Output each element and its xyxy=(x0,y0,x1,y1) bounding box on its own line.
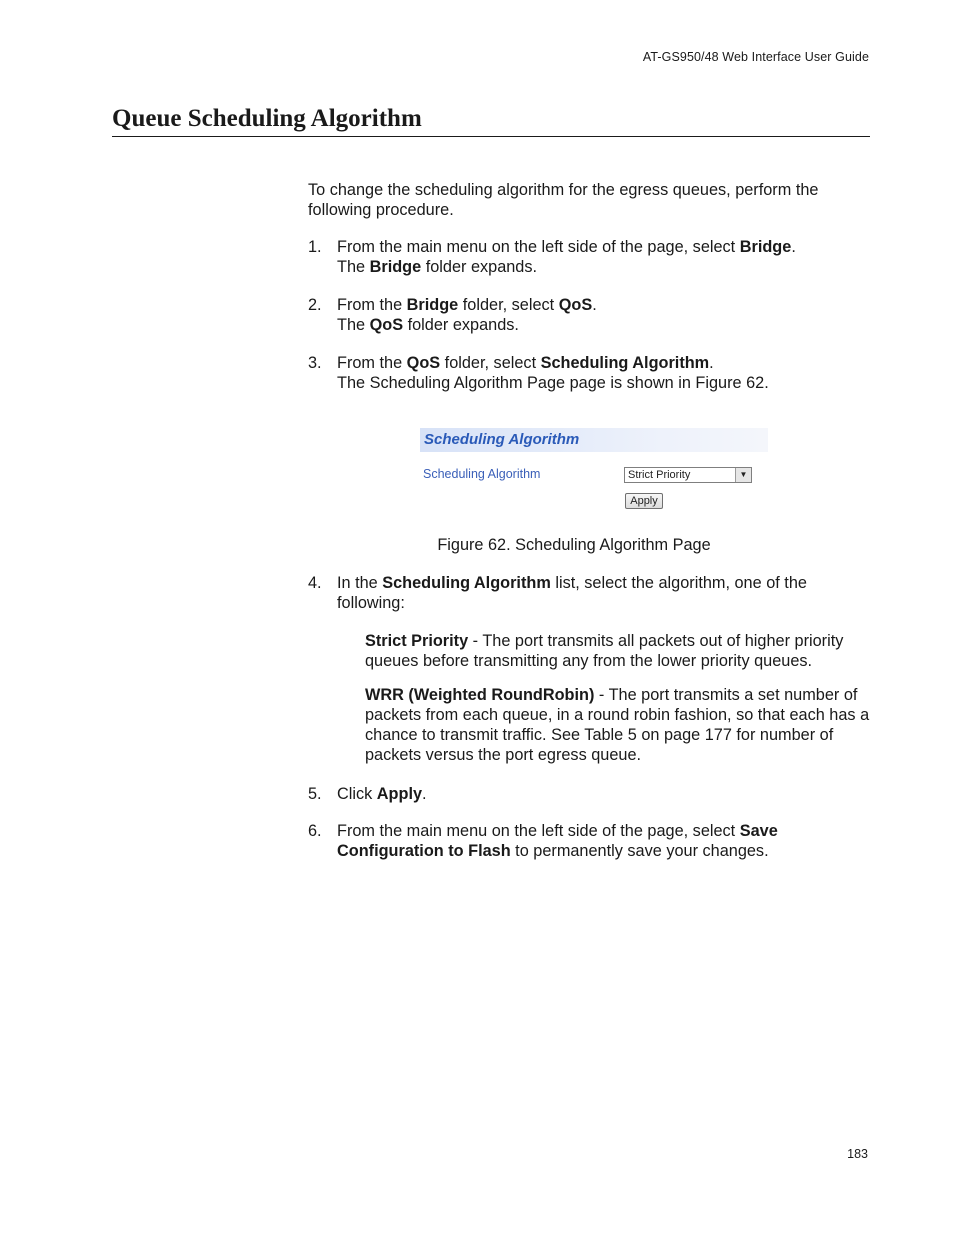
option-strict-priority: Strict Priority - The port transmits all packets out of higher priority queues before transmitting any from the lower priority queues. xyxy=(365,632,844,670)
step-number: 4. xyxy=(308,574,322,592)
option-wrr: WRR (Weighted RoundRobin) - The port transmits a set number of packets from each queue, in a round robin fashion, so that each has a chance to transmit traffic. See Table 5 on page 177 for number of packets versus the port egress queue. xyxy=(365,686,870,764)
intro-paragraph: To change the scheduling algorithm for the egress queues, perform the following procedure. xyxy=(308,181,819,219)
step-2: 2. From the Bridge folder, select QoS. The QoS folder expands. xyxy=(308,296,597,334)
step-1: 1. From the main menu on the left side of the page, select Bridge. The Bridge folder expands. xyxy=(308,238,796,276)
step-number: 1. xyxy=(308,238,322,256)
step-4: 4. In the Scheduling Algorithm list, select the algorithm, one of the following: xyxy=(308,574,807,612)
apply-button[interactable]: Apply xyxy=(625,493,663,509)
figure-field-label: Scheduling Algorithm xyxy=(423,467,541,481)
step-number: 3. xyxy=(308,354,322,372)
chevron-down-icon[interactable]: ▼ xyxy=(735,468,751,482)
step-number: 2. xyxy=(308,296,322,314)
step-5: 5. Click Apply. xyxy=(308,785,427,803)
figure-panel-title: Scheduling Algorithm xyxy=(424,431,580,448)
step-6: 6. From the main menu on the left side of the page, select Save Configuration to Flash to permanently save your changes. xyxy=(308,822,778,860)
figure-panel-header xyxy=(420,428,768,452)
running-header: AT-GS950/48 Web Interface User Guide xyxy=(642,50,869,64)
step-number: 6. xyxy=(308,822,322,840)
step-3: 3. From the QoS folder, select Scheduling Algorithm. The Scheduling Algorithm Page page is shown in Figure 62. xyxy=(308,354,769,392)
figure-caption: Figure 62. Scheduling Algorithm Page xyxy=(437,536,711,554)
page-number: 183 xyxy=(847,1147,868,1161)
section-title: Queue Scheduling Algorithm xyxy=(112,105,870,137)
scheduling-algorithm-select[interactable] xyxy=(624,467,752,483)
select-value: Strict Priority xyxy=(628,469,691,481)
step-number: 5. xyxy=(308,785,322,803)
